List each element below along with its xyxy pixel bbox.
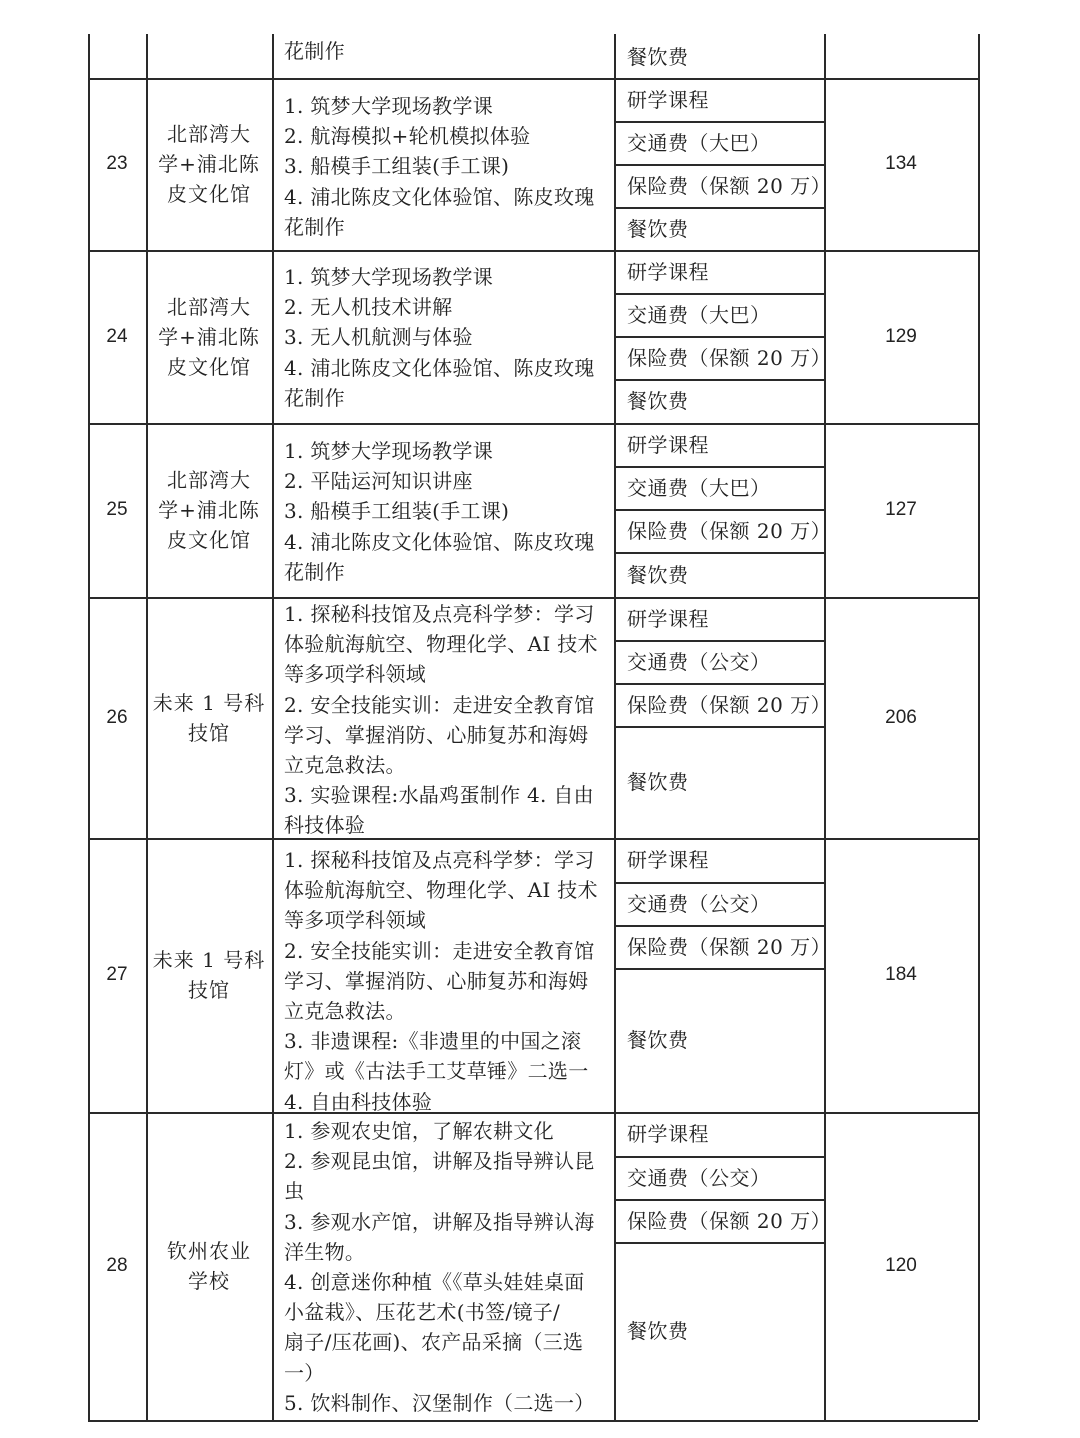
course-content: 1. 筑梦大学现场教学课 2. 平陆运河知识讲座 3. 船模手工组装(手工课) 4. 浦北陈皮文化体验馆、陈皮玫瑰 花制作 — [284, 439, 595, 584]
grid-line-vertical — [978, 34, 980, 1420]
top-row-content: 花制作 — [284, 39, 345, 63]
venue-name — [146, 423, 272, 597]
fee-item: 交通费（大巴） — [627, 475, 771, 500]
venue-name-line: 北部湾大 — [167, 122, 251, 146]
fee-item: 研学课程 — [627, 848, 709, 872]
fee-item: 保险费（保额 20 万） — [627, 173, 832, 198]
fee-item: 餐饮费 — [627, 389, 689, 413]
venue-name-line: 北部湾大 — [167, 468, 251, 492]
fee-item: 研学课程 — [627, 606, 709, 631]
venue-name-line: 未来 1 号科 — [152, 690, 266, 715]
fee-item: 交通费（大巴） — [627, 302, 771, 327]
price-value: 120 — [885, 1255, 917, 1276]
fee-item: 保险费（保额 20 万） — [627, 1208, 832, 1233]
fee-item: 餐饮费 — [627, 770, 689, 794]
course-content: 1. 筑梦大学现场教学课 2. 航海模拟+轮机模拟体验 3. 船模手工组装(手工课) 4. 浦北陈皮文化体验馆、陈皮玫瑰 花制作 — [284, 94, 595, 239]
venue-name-line: 技馆 — [188, 720, 230, 745]
venue-name-line: 学+浦北陈 — [158, 152, 260, 176]
row-number: 24 — [106, 325, 128, 347]
fee-item: 交通费（大巴） — [627, 130, 771, 155]
venue-name-line: 皮文化馆 — [167, 528, 251, 552]
top-row-fee: 餐饮费 — [627, 45, 689, 69]
course-content: 1. 筑梦大学现场教学课 2. 无人机技术讲解 3. 无人机航测与体验 4. 浦北陈皮文化体验馆、陈皮玫瑰 花制作 — [284, 265, 595, 410]
fee-item: 保险费（保额 20 万） — [627, 518, 832, 543]
fee-item: 餐饮费 — [627, 1319, 689, 1343]
fee-item: 交通费（公交） — [627, 1165, 771, 1190]
price-value: 184 — [885, 964, 917, 985]
venue-name — [146, 1112, 272, 1420]
fee-item: 研学课程 — [627, 87, 709, 112]
venue-name — [146, 838, 272, 1112]
fee-item: 保险费（保额 20 万） — [627, 345, 832, 370]
venue-name — [146, 597, 272, 838]
price-value: 129 — [885, 325, 917, 347]
venue-name-line: 皮文化馆 — [167, 182, 251, 206]
grid-line-horizontal — [88, 1420, 978, 1422]
fee-item: 保险费（保额 20 万） — [627, 934, 832, 959]
venue-name — [146, 250, 272, 423]
venue-name-line: 北部湾大 — [167, 294, 251, 319]
fee-item: 餐饮费 — [627, 1028, 689, 1052]
row-number: 23 — [106, 153, 128, 174]
course-content: 1. 探秘科技馆及点亮科学梦：学习 体验航海航空、物理化学、AI 技术 等多项学科领域 2. 安全技能实训：走进安全教育馆 学习、掌握消防、心肺复苏和海姆 立克急救法。 3. 实验课程:水晶鸡蛋制作 4. 自由 科技体验 — [284, 602, 598, 838]
fee-item: 餐饮费 — [627, 562, 689, 587]
fee-item: 保险费（保额 20 万） — [627, 692, 832, 717]
venue-name-line: 皮文化馆 — [167, 354, 251, 379]
venue-name-line: 技馆 — [188, 978, 230, 1002]
venue-name-line: 学校 — [188, 1269, 230, 1293]
fee-item: 研学课程 — [627, 1122, 709, 1146]
fee-item: 交通费（公交） — [627, 649, 771, 674]
fee-item: 交通费（公交） — [627, 891, 771, 916]
row-number: 27 — [106, 964, 128, 985]
course-content: 1. 探秘科技馆及点亮科学梦：学习 体验航海航空、物理化学、AI 技术 等多项学科领域 2. 安全技能实训：走进安全教育馆 学习、掌握消防、心肺复苏和海姆 立克急救法。 3. 非遗课程:《非遗里的中国之滚 灯》或《古法手工艾草锤》二选一 4. 自由科技体验 — [284, 848, 598, 1114]
venue-name — [146, 78, 272, 250]
venue-name-line: 学+浦北陈 — [158, 498, 260, 522]
row-number: 26 — [106, 706, 128, 728]
fee-item: 餐饮费 — [627, 216, 689, 241]
price-value: 134 — [885, 153, 917, 174]
price-value: 206 — [885, 706, 917, 728]
venue-name-line: 学+浦北陈 — [158, 324, 260, 349]
venue-name-line: 钦州农业 — [167, 1239, 251, 1263]
course-content: 1. 参观农史馆，了解农耕文化 2. 参观昆虫馆，讲解及指导辨认昆 虫 3. 参观水产馆，讲解及指导辨认海 洋生物。 4. 创意迷你种植《《草头娃娃桌面 小盆栽》、压花艺术(书签/镜子/ 扇子/压花画)、农产品采摘（三选 一） 5. 饮料制作、汉堡制作（二选一） — [284, 1119, 595, 1415]
venue-name-line: 未来 1 号科 — [152, 948, 266, 972]
fee-item: 研学课程 — [627, 259, 709, 284]
row-number: 28 — [106, 1255, 128, 1276]
price-value: 127 — [885, 499, 917, 520]
fee-item: 研学课程 — [627, 432, 709, 457]
grid-line-vertical — [272, 34, 274, 1420]
row-number: 25 — [106, 499, 128, 520]
